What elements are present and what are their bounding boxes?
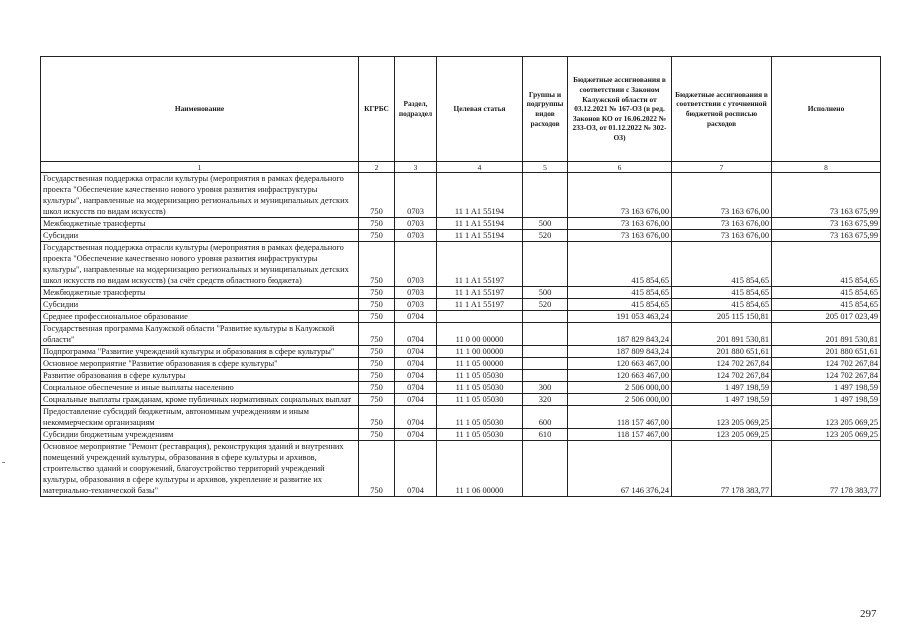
row-group: 500	[523, 287, 568, 299]
column-number: 5	[523, 162, 568, 173]
table-row	[41, 429, 881, 441]
row-kgrbs: 750	[359, 441, 395, 497]
row-section: 0703	[395, 218, 437, 230]
row-executed-amount: 124 702 267,84	[772, 370, 881, 382]
header-kgrbs: КГРБС	[359, 57, 395, 162]
row-executed-amount: 205 017 023,49	[772, 311, 881, 323]
row-section: 0704	[395, 382, 437, 394]
row-target: 11 1 00 00000	[437, 346, 523, 358]
row-target: 11 1 05 00000	[437, 358, 523, 370]
column-number: 3	[395, 162, 437, 173]
row-target: 11 1 05 05030	[437, 406, 523, 429]
row-law-amount: 118 157 467,00	[568, 406, 672, 429]
row-kgrbs: 750	[359, 394, 395, 406]
row-group	[523, 242, 568, 287]
row-section: 0703	[395, 230, 437, 242]
row-law-amount: 187 809 843,24	[568, 346, 672, 358]
header-refined: Бюджетные ассигнования в соответствии с уточненной бюджетной росписью расходов	[672, 57, 772, 162]
table-header-row	[41, 57, 881, 162]
row-kgrbs: 750	[359, 323, 395, 346]
row-group: 300	[523, 382, 568, 394]
row-kgrbs: 750	[359, 299, 395, 311]
row-name: Межбюджетные трансферты	[41, 287, 359, 299]
row-refined-amount: 201 891 530,81	[672, 323, 772, 346]
row-name: Основное мероприятие "Развитие образования в сфере культуры"	[41, 358, 359, 370]
row-group	[523, 346, 568, 358]
row-executed-amount: 73 163 675,99	[772, 173, 881, 218]
table-row	[41, 406, 881, 429]
row-name: Субсидии	[41, 299, 359, 311]
row-executed-amount: 124 702 267,84	[772, 358, 881, 370]
row-refined-amount: 124 702 267,84	[672, 358, 772, 370]
row-group	[523, 441, 568, 497]
row-refined-amount: 415 854,65	[672, 299, 772, 311]
row-name: Субсидии бюджетным учреждениям	[41, 429, 359, 441]
table-row	[41, 173, 881, 218]
row-target: 11 1 06 00000	[437, 441, 523, 497]
row-section: 0704	[395, 406, 437, 429]
row-group	[523, 311, 568, 323]
row-target: 11 1 A1 55197	[437, 287, 523, 299]
row-name: Основное мероприятие "Ремонт (реставрация), реконструкция зданий и внутренних помещений учреждений культуры, образования в сфере культуры и архивов, строительство зданий и сооружений, благоустройство территорий учреждений культуры, образования в сфере культуры и архивов, укрепление и развитие их материально-технической базы"	[41, 441, 359, 497]
row-executed-amount: 1 497 198,59	[772, 394, 881, 406]
row-executed-amount: 123 205 069,25	[772, 429, 881, 441]
row-group: 520	[523, 299, 568, 311]
row-target: 11 1 A1 55194	[437, 230, 523, 242]
row-name: Государственная программа Калужской области "Развитие культуры в Калужской области"	[41, 323, 359, 346]
row-section: 0704	[395, 370, 437, 382]
row-target: 11 1 A1 55197	[437, 299, 523, 311]
row-law-amount: 2 506 000,00	[568, 394, 672, 406]
row-refined-amount: 1 497 198,59	[672, 382, 772, 394]
row-law-amount: 118 157 467,00	[568, 429, 672, 441]
row-target: 11 1 05 05030	[437, 429, 523, 441]
row-target: 11 1 A1 55197	[437, 242, 523, 287]
row-name: Среднее профессиональное образование	[41, 311, 359, 323]
row-law-amount: 120 663 467,00	[568, 370, 672, 382]
row-refined-amount: 123 205 069,25	[672, 406, 772, 429]
table-row	[41, 441, 881, 497]
row-kgrbs: 750	[359, 346, 395, 358]
row-law-amount: 73 163 676,00	[568, 173, 672, 218]
row-refined-amount: 73 163 676,00	[672, 173, 772, 218]
row-name: Субсидии	[41, 230, 359, 242]
row-law-amount: 2 506 000,00	[568, 382, 672, 394]
table-row	[41, 346, 881, 358]
row-name: Государственная поддержка отрасли культуры (мероприятия в рамках федерального проекта "Обеспечение качественно нового уровня развития инфраструктуры культуры", направленные на модернизацию региональных и муниципальных детских школ искусств по видам искусств) (за счёт средств областного бюджета)	[41, 242, 359, 287]
row-executed-amount: 1 497 198,59	[772, 382, 881, 394]
row-group: 600	[523, 406, 568, 429]
column-number: 4	[437, 162, 523, 173]
row-name: Подпрограмма "Развитие учреждений культуры и образования в сфере культуры"	[41, 346, 359, 358]
row-law-amount: 120 663 467,00	[568, 358, 672, 370]
row-name: Государственная поддержка отрасли культуры (мероприятия в рамках федерального проекта "Обеспечение качественно нового уровня развития инфраструктуры культуры", направленные на модернизацию региональных и муниципальных детских школ искусств по видам искусств)	[41, 173, 359, 218]
row-section: 0704	[395, 346, 437, 358]
row-kgrbs: 750	[359, 242, 395, 287]
row-name: Развитие образования в сфере культуры	[41, 370, 359, 382]
column-number: 6	[568, 162, 672, 173]
table-row	[41, 370, 881, 382]
row-target	[437, 311, 523, 323]
row-law-amount: 73 163 676,00	[568, 230, 672, 242]
table-row	[41, 242, 881, 287]
row-group	[523, 173, 568, 218]
row-executed-amount: 201 880 651,61	[772, 346, 881, 358]
row-law-amount: 67 146 376,24	[568, 441, 672, 497]
row-group: 520	[523, 230, 568, 242]
column-number: 8	[772, 162, 881, 173]
row-name: Межбюджетные трансферты	[41, 218, 359, 230]
row-law-amount: 415 854,65	[568, 242, 672, 287]
row-executed-amount: 415 854,65	[772, 242, 881, 287]
table-row	[41, 358, 881, 370]
row-refined-amount: 123 205 069,25	[672, 429, 772, 441]
row-refined-amount: 124 702 267,84	[672, 370, 772, 382]
row-section: 0704	[395, 441, 437, 497]
row-target: 11 1 A1 55194	[437, 173, 523, 218]
row-name: Предоставление субсидий бюджетным, автономным учреждениям и иным некоммерческим организациям	[41, 406, 359, 429]
row-section: 0703	[395, 299, 437, 311]
row-kgrbs: 750	[359, 173, 395, 218]
row-target: 11 1 05 05030	[437, 370, 523, 382]
table-row	[41, 230, 881, 242]
table-row	[41, 394, 881, 406]
row-section: 0704	[395, 358, 437, 370]
row-law-amount: 415 854,65	[568, 299, 672, 311]
row-kgrbs: 750	[359, 230, 395, 242]
row-kgrbs: 750	[359, 370, 395, 382]
column-number-row	[41, 162, 881, 173]
row-law-amount: 187 829 843,24	[568, 323, 672, 346]
header-target: Целевая статья	[437, 57, 523, 162]
table-row	[41, 382, 881, 394]
row-kgrbs: 750	[359, 382, 395, 394]
row-section: 0703	[395, 287, 437, 299]
row-section: 0704	[395, 429, 437, 441]
column-number: 7	[672, 162, 772, 173]
header-section: Раздел, подраздел	[395, 57, 437, 162]
row-group: 610	[523, 429, 568, 441]
row-executed-amount: 415 854,65	[772, 299, 881, 311]
row-refined-amount: 415 854,65	[672, 242, 772, 287]
header-group: Группы и подгруппы видов расходов	[523, 57, 568, 162]
row-target: 11 0 00 00000	[437, 323, 523, 346]
row-section: 0704	[395, 323, 437, 346]
row-group	[523, 358, 568, 370]
row-refined-amount: 73 163 676,00	[672, 218, 772, 230]
row-target: 11 1 05 05030	[437, 382, 523, 394]
row-section: 0704	[395, 394, 437, 406]
header-name: Наименование	[41, 57, 359, 162]
row-name: Социальное обеспечение и иные выплаты населению	[41, 382, 359, 394]
row-refined-amount: 415 854,65	[672, 287, 772, 299]
row-law-amount: 415 854,65	[568, 287, 672, 299]
row-executed-amount: 73 163 675,99	[772, 230, 881, 242]
row-kgrbs: 750	[359, 287, 395, 299]
table-row	[41, 218, 881, 230]
row-kgrbs: 750	[359, 218, 395, 230]
row-executed-amount: 201 891 530,81	[772, 323, 881, 346]
header-law: Бюджетные ассигнования в соответствии с Законом Калужской области от 03.12.2021 № 167-ОЗ (в ред. Законов КО от 16.06.2022 № 233-ОЗ, от 01.12.2022 № 302-ОЗ)	[568, 57, 672, 162]
row-refined-amount: 73 163 676,00	[672, 230, 772, 242]
column-number: 1	[41, 162, 359, 173]
margin-mark	[2, 462, 5, 463]
table-row	[41, 299, 881, 311]
table-row	[41, 323, 881, 346]
row-executed-amount: 415 854,65	[772, 287, 881, 299]
row-refined-amount: 77 178 383,77	[672, 441, 772, 497]
table-row	[41, 311, 881, 323]
header-executed: Исполнено	[772, 57, 881, 162]
row-group: 320	[523, 394, 568, 406]
row-refined-amount: 205 115 150,81	[672, 311, 772, 323]
row-target: 11 1 A1 55194	[437, 218, 523, 230]
column-number: 2	[359, 162, 395, 173]
row-kgrbs: 750	[359, 429, 395, 441]
table-row	[41, 287, 881, 299]
row-refined-amount: 201 880 651,61	[672, 346, 772, 358]
row-kgrbs: 750	[359, 406, 395, 429]
row-section: 0703	[395, 173, 437, 218]
row-executed-amount: 123 205 069,25	[772, 406, 881, 429]
row-group	[523, 323, 568, 346]
row-executed-amount: 77 178 383,77	[772, 441, 881, 497]
row-law-amount: 191 053 463,24	[568, 311, 672, 323]
row-kgrbs: 750	[359, 358, 395, 370]
row-group	[523, 370, 568, 382]
row-section: 0704	[395, 311, 437, 323]
row-kgrbs: 750	[359, 311, 395, 323]
row-refined-amount: 1 497 198,59	[672, 394, 772, 406]
row-group: 500	[523, 218, 568, 230]
row-law-amount: 73 163 676,00	[568, 218, 672, 230]
row-name: Социальные выплаты гражданам, кроме публичных нормативных социальных выплат	[41, 394, 359, 406]
page-number: 297	[860, 608, 877, 620]
row-executed-amount: 73 163 675,99	[772, 218, 881, 230]
table-body	[41, 173, 881, 497]
row-target: 11 1 05 05030	[437, 394, 523, 406]
row-section: 0703	[395, 242, 437, 287]
budget-table	[40, 56, 881, 497]
